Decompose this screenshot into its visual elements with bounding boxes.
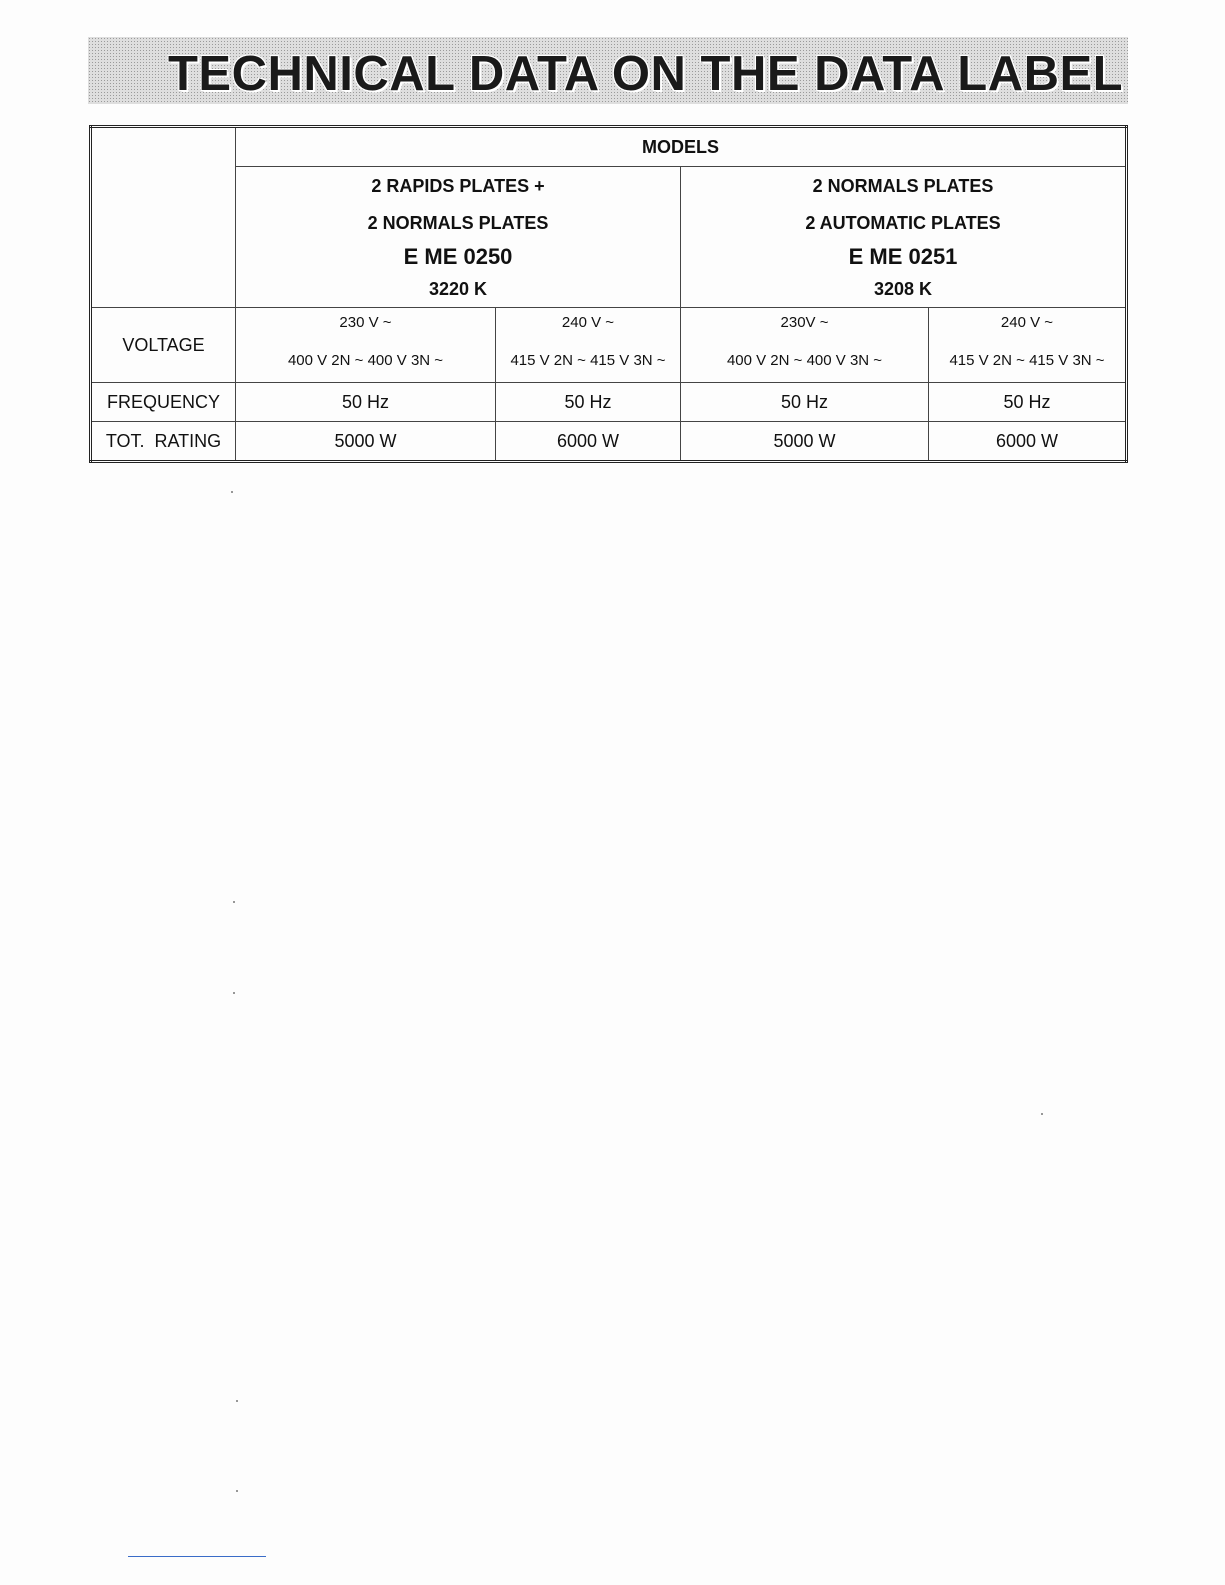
frequency-value: 50 Hz [496,383,681,422]
voltage-single-phase: 240 V ~ [1000,314,1054,331]
footer-rule [128,1556,266,1557]
scan-speck [233,901,235,903]
scan-speck [233,992,235,994]
frequency-value: 50 Hz [681,383,929,422]
model-sub-code: 3208 K [873,279,933,299]
voltage-cell [681,308,929,383]
voltage-single-phase: 230 V ~ [339,314,392,331]
models-header: MODELS [236,127,1127,167]
rating-value: 5000 W [236,422,496,462]
rating-label: TOT. RATING [91,422,236,462]
rating-value: 6000 W [496,422,681,462]
voltage-multi-phase: 400 V 2N ~ 400 V 3N ~ [287,352,444,369]
voltage-row [91,308,1127,383]
model-line-1: 2 NORMALS PLATES [812,176,994,196]
model-code: E ME 0251 [848,244,958,269]
voltage-cell [929,308,1127,383]
page-title: TECHNICAL DATA ON THE DATA LABEL [168,47,1124,101]
model-line-2: 2 NORMALS PLATES [367,213,549,233]
voltage-multi-phase: 400 V 2N ~ 400 V 3N ~ [726,352,883,369]
frequency-label: FREQUENCY [91,383,236,422]
voltage-cell [496,308,681,383]
scan-speck [1041,1113,1043,1115]
model-names-row [91,167,1127,308]
frequency-row [91,383,1127,422]
rating-value: 6000 W [929,422,1127,462]
voltage-single-phase: 240 V ~ [561,314,615,331]
model-sub-code: 3220 K [428,279,488,299]
model-code: E ME 0250 [403,244,513,269]
frequency-value: 50 Hz [236,383,496,422]
model-line-1: 2 RAPIDS PLATES + [371,176,545,196]
voltage-multi-phase: 415 V 2N ~ 415 V 3N ~ [949,352,1105,369]
model-cell-0251 [681,167,1127,308]
frequency-value: 50 Hz [929,383,1127,422]
scan-speck [236,1400,238,1402]
technical-data-table [89,125,1128,463]
rating-value: 5000 W [681,422,929,462]
models-header-row [91,127,1127,167]
voltage-multi-phase: 415 V 2N ~ 415 V 3N ~ [510,352,666,369]
scan-speck [231,491,233,493]
voltage-cell [236,308,496,383]
empty-corner-cell [91,127,236,308]
model-cell-0250 [236,167,681,308]
rating-row [91,422,1127,462]
voltage-single-phase: 230V ~ [780,314,829,331]
voltage-label: VOLTAGE [91,308,236,383]
model-line-2: 2 AUTOMATIC PLATES [805,213,1001,233]
scan-speck [236,1490,238,1492]
